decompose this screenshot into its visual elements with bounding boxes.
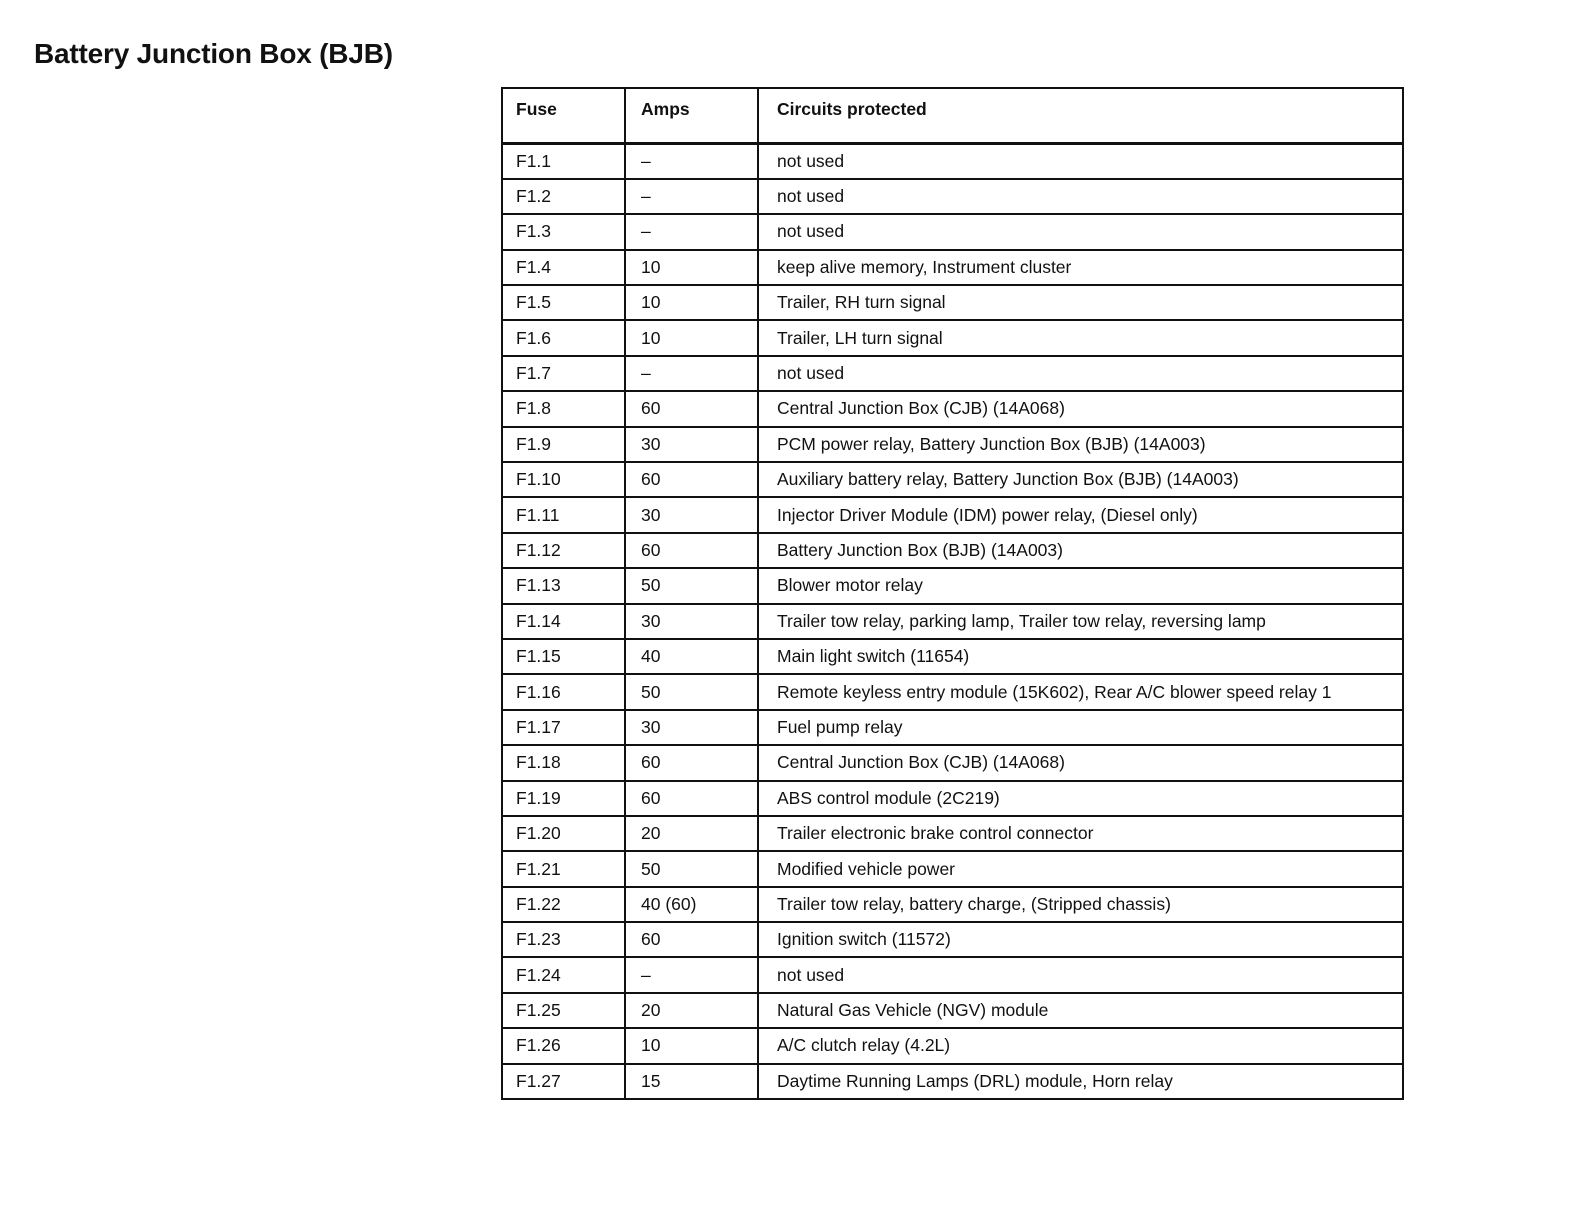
table-row	[502, 604, 1403, 639]
circuits-cell: ABS control module (2C219)	[758, 781, 1403, 816]
amps-cell: –	[625, 957, 758, 992]
amps-cell: 50	[625, 568, 758, 603]
amps-cell: 20	[625, 816, 758, 851]
amps-cell: 30	[625, 710, 758, 745]
circuits-cell: Trailer tow relay, parking lamp, Trailer tow relay, reversing lamp	[758, 604, 1403, 639]
fuse-cell: F1.1	[502, 143, 625, 179]
table-row	[502, 143, 1403, 179]
table-row	[502, 1064, 1403, 1099]
fuse-cell: F1.19	[502, 781, 625, 816]
table-row	[502, 957, 1403, 992]
table-row	[502, 639, 1403, 674]
circuits-cell: not used	[758, 356, 1403, 391]
fuse-cell: F1.2	[502, 179, 625, 214]
fuse-cell: F1.16	[502, 674, 625, 709]
amps-cell: 30	[625, 497, 758, 532]
amps-cell: 60	[625, 922, 758, 957]
amps-cell: 60	[625, 462, 758, 497]
header-amps: Amps	[625, 88, 758, 143]
fuse-cell: F1.25	[502, 993, 625, 1028]
amps-cell: 20	[625, 993, 758, 1028]
table-row	[502, 816, 1403, 851]
circuits-cell: Fuel pump relay	[758, 710, 1403, 745]
table-header-row	[502, 88, 1403, 143]
circuits-cell: Trailer tow relay, battery charge, (Stripped chassis)	[758, 887, 1403, 922]
circuits-cell: Main light switch (11654)	[758, 639, 1403, 674]
circuits-cell: not used	[758, 957, 1403, 992]
fuse-cell: F1.20	[502, 816, 625, 851]
fuse-cell: F1.22	[502, 887, 625, 922]
amps-cell: 60	[625, 781, 758, 816]
table-row	[502, 993, 1403, 1028]
amps-cell: 60	[625, 533, 758, 568]
table-row	[502, 214, 1403, 249]
fuse-cell: F1.8	[502, 391, 625, 426]
circuits-cell: Central Junction Box (CJB) (14A068)	[758, 391, 1403, 426]
fuse-cell: F1.23	[502, 922, 625, 957]
table-row	[502, 462, 1403, 497]
circuits-cell: Trailer, RH turn signal	[758, 285, 1403, 320]
page-title: Battery Junction Box (BJB)	[34, 38, 393, 69]
amps-cell: –	[625, 356, 758, 391]
table-row	[502, 1028, 1403, 1063]
circuits-cell: not used	[758, 214, 1403, 249]
circuits-cell: Natural Gas Vehicle (NGV) module	[758, 993, 1403, 1028]
circuits-cell: Central Junction Box (CJB) (14A068)	[758, 745, 1403, 780]
table-row	[502, 391, 1403, 426]
table-row	[502, 250, 1403, 285]
circuits-cell: PCM power relay, Battery Junction Box (BJB) (14A003)	[758, 427, 1403, 462]
table-row	[502, 710, 1403, 745]
table-row	[502, 568, 1403, 603]
amps-cell: –	[625, 179, 758, 214]
fuse-table	[501, 87, 1404, 1100]
fuse-cell: F1.4	[502, 250, 625, 285]
header-fuse: Fuse	[502, 88, 625, 143]
circuits-cell: not used	[758, 179, 1403, 214]
fuse-cell: F1.21	[502, 851, 625, 886]
amps-cell: 40 (60)	[625, 887, 758, 922]
table-row	[502, 427, 1403, 462]
circuits-cell: A/C clutch relay (4.2L)	[758, 1028, 1403, 1063]
amps-cell: 30	[625, 604, 758, 639]
table-row	[502, 781, 1403, 816]
header-circuits-protected: Circuits protected	[758, 88, 1403, 143]
circuits-cell: Injector Driver Module (IDM) power relay, (Diesel only)	[758, 497, 1403, 532]
fuse-cell: F1.10	[502, 462, 625, 497]
fuse-cell: F1.7	[502, 356, 625, 391]
fuse-cell: F1.14	[502, 604, 625, 639]
fuse-cell: F1.24	[502, 957, 625, 992]
fuse-cell: F1.12	[502, 533, 625, 568]
fuse-cell: F1.13	[502, 568, 625, 603]
table-row	[502, 533, 1403, 568]
fuse-cell: F1.26	[502, 1028, 625, 1063]
fuse-cell: F1.15	[502, 639, 625, 674]
table-row	[502, 851, 1403, 886]
circuits-cell: Auxiliary battery relay, Battery Junction Box (BJB) (14A003)	[758, 462, 1403, 497]
circuits-cell: not used	[758, 143, 1403, 179]
fuse-cell: F1.17	[502, 710, 625, 745]
table-row	[502, 922, 1403, 957]
amps-cell: 10	[625, 285, 758, 320]
amps-cell: 15	[625, 1064, 758, 1099]
fuse-cell: F1.3	[502, 214, 625, 249]
amps-cell: 30	[625, 427, 758, 462]
amps-cell: 10	[625, 320, 758, 355]
fuse-cell: F1.11	[502, 497, 625, 532]
table-row	[502, 179, 1403, 214]
fuse-cell: F1.27	[502, 1064, 625, 1099]
fuse-cell: F1.6	[502, 320, 625, 355]
circuits-cell: Daytime Running Lamps (DRL) module, Horn relay	[758, 1064, 1403, 1099]
amps-cell: 40	[625, 639, 758, 674]
fuse-cell: F1.5	[502, 285, 625, 320]
table-row	[502, 285, 1403, 320]
circuits-cell: Remote keyless entry module (15K602), Rear A/C blower speed relay 1	[758, 674, 1403, 709]
amps-cell: 10	[625, 1028, 758, 1063]
amps-cell: –	[625, 143, 758, 179]
table-row	[502, 887, 1403, 922]
amps-cell: 10	[625, 250, 758, 285]
amps-cell: 50	[625, 851, 758, 886]
circuits-cell: Trailer, LH turn signal	[758, 320, 1403, 355]
amps-cell: –	[625, 214, 758, 249]
amps-cell: 50	[625, 674, 758, 709]
amps-cell: 60	[625, 745, 758, 780]
fuse-cell: F1.9	[502, 427, 625, 462]
circuits-cell: Modified vehicle power	[758, 851, 1403, 886]
circuits-cell: Ignition switch (11572)	[758, 922, 1403, 957]
table-row	[502, 745, 1403, 780]
fuse-cell: F1.18	[502, 745, 625, 780]
table-row	[502, 356, 1403, 391]
circuits-cell: Trailer electronic brake control connector	[758, 816, 1403, 851]
circuits-cell: Battery Junction Box (BJB) (14A003)	[758, 533, 1403, 568]
circuits-cell: keep alive memory, Instrument cluster	[758, 250, 1403, 285]
table-row	[502, 497, 1403, 532]
amps-cell: 60	[625, 391, 758, 426]
table-row	[502, 320, 1403, 355]
circuits-cell: Blower motor relay	[758, 568, 1403, 603]
table-row	[502, 674, 1403, 709]
table-body	[502, 143, 1403, 1099]
